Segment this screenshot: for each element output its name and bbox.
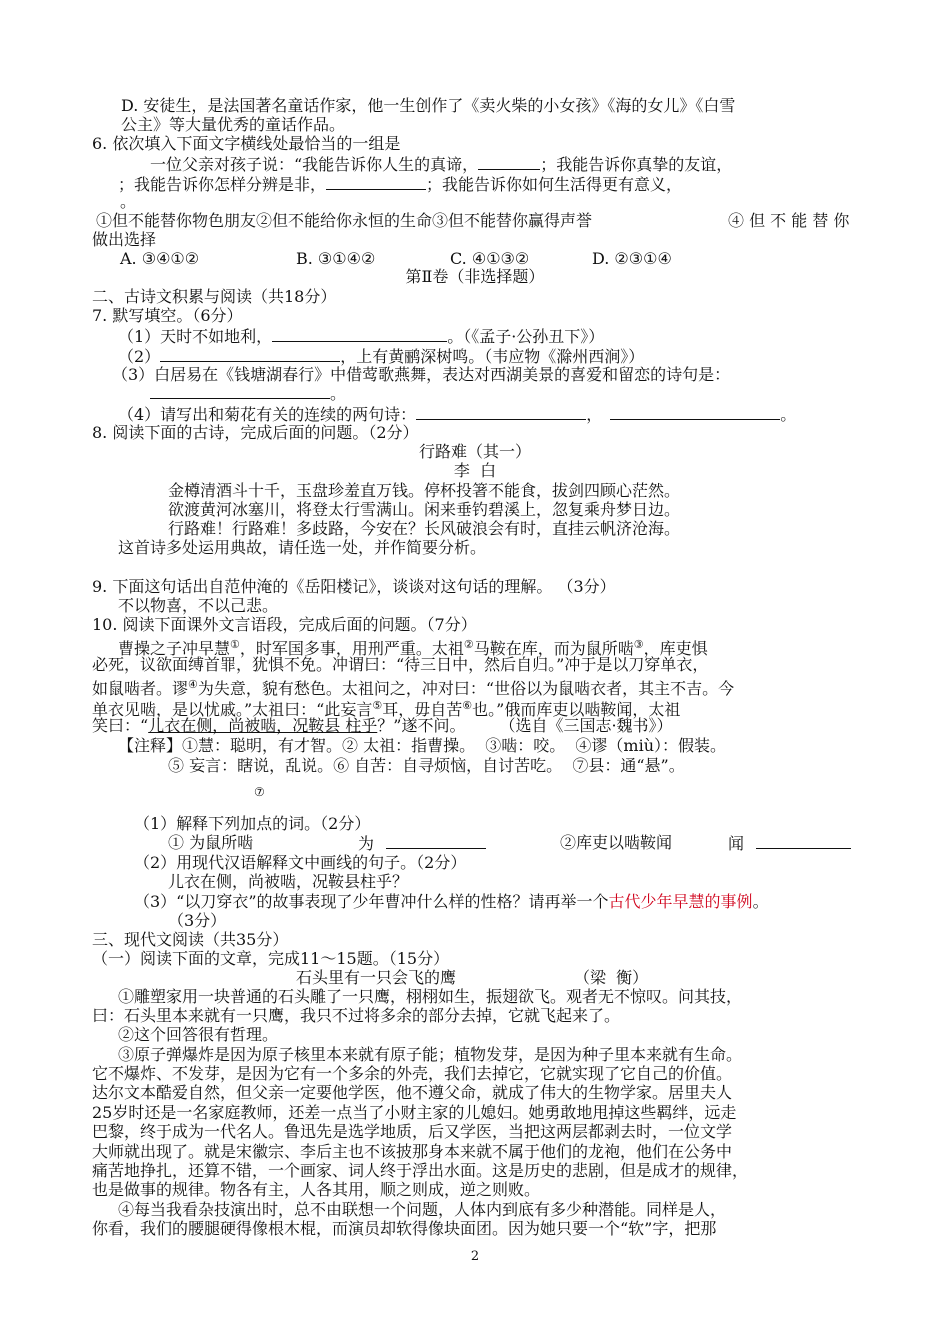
q7-item3-answer: 。 bbox=[150, 384, 346, 404]
article-para3-cont: 它不爆炸、不发芽，是因为它有一个多余的外壳，我们去掉它，它就实现了它自己的价值。 bbox=[92, 1064, 733, 1083]
poem-title: 行路难（其一） bbox=[418, 442, 531, 461]
q10-sub1-word2: 闻 bbox=[728, 834, 851, 854]
article-para4: ④每当我看杂技演出时，总不由联想一个问题，人体内到底有多少种潜能。同样是人， bbox=[118, 1200, 727, 1219]
page-number: 2 bbox=[470, 1249, 480, 1264]
section-title: 第Ⅱ卷（非选择题） bbox=[405, 267, 545, 286]
article-para1-cont: 曰：石头里本来就有一只鹰，我只不过将多余的部分去掉，它就飞起来了。 bbox=[92, 1006, 621, 1025]
q6-option-a: A. ③④①② bbox=[120, 249, 200, 268]
classical-text-line3: 如鼠啮者。谬④为失意，貌有愁色。太祖问之，冲对曰：“世俗以为鼠啮衣者，其主不吉。今 bbox=[92, 678, 735, 698]
q6-option-d: D. ②③①④ bbox=[592, 249, 672, 268]
q6-stem-line2: ；我能告诉你怎样分辨是非， ；我能告诉你如何生活得更有意义， bbox=[118, 175, 683, 194]
article-para3-cont: 痛苦地挣扎，还算不错，一个画家、词人终于浮出水面。这是历史的悲剧，但是成才的规律， bbox=[92, 1161, 749, 1180]
blank[interactable] bbox=[160, 347, 340, 362]
q6-title: 6. 依次填入下面文字横线处最恰当的一组是 bbox=[92, 134, 401, 153]
blank[interactable] bbox=[326, 175, 426, 190]
q7-item3: （3）白居易在《钱塘湖春行》中借莺歌燕舞，表达对西湖美景的喜爱和留恋的诗句是： bbox=[112, 365, 731, 384]
q10-sub1: （1）解释下列加点的词。（2分） bbox=[134, 814, 371, 833]
q6-stem-line3: 。 bbox=[120, 192, 137, 211]
highlighted-phrase: 古代少年早慧的事例 bbox=[608, 892, 753, 911]
q7-item1: （1）天时不如地利， 。（《孟子·公孙丑下》） bbox=[118, 327, 605, 346]
blank[interactable] bbox=[386, 834, 486, 849]
article-para1: ①雕塑家用一块普通的石头雕了一只鹰，栩栩如生，振翅欲飞。观者无不惊叹。问其技， bbox=[118, 987, 743, 1006]
poem-line: 金樽清酒斗十千，玉盘珍羞直万钱。停杯投箸不能食，拔剑四顾心茫然。 bbox=[168, 481, 681, 500]
poem-author: 李 白 bbox=[453, 461, 497, 480]
article-para4-cont: 你看，我们的腰腿硬得像根木棍，而演员却软得像块面团。因为她只要一个“软”字，把那 bbox=[92, 1219, 717, 1238]
article-para3-cont: 25岁时还是一名家庭教师，还差一点当了小财主家的儿媳妇。她勇敢地甩掉这些羁绊，远走 bbox=[92, 1103, 737, 1122]
q10-sub1-word1: 为 bbox=[358, 834, 486, 854]
q10-sub2: （2）用现代汉语解释文中画线的句子。（2分） bbox=[134, 853, 467, 872]
q7-item4: （4）请写出和菊花有关的连续的两句诗： ， 。 bbox=[118, 405, 797, 424]
q10-title: 10. 阅读下面课外文言语段，完成后面的问题。（7分） bbox=[92, 615, 477, 634]
poem-line: 行路难！行路难！多歧路，今安在？长风破浪会有时，直挂云帆济沧海。 bbox=[168, 519, 681, 538]
q9-quote: 不以物喜，不以己悲。 bbox=[118, 596, 279, 615]
q7-item2: （2） ，上有黄鹂深树鸣。（韦应物《滁州西涧》） bbox=[118, 347, 645, 366]
classical-text-line5: 笑曰：“儿衣在侧，尚被啮，况鞍县 柱乎？”遂不问。 （选自《三国志·魏书》） bbox=[92, 716, 673, 735]
q6-option-b: B. ③①④② bbox=[296, 249, 376, 268]
article-para2: ②这个回答很有哲理。 bbox=[118, 1025, 279, 1044]
blank[interactable] bbox=[478, 155, 540, 170]
q6-candidates-line2: 做出选择 bbox=[92, 230, 157, 249]
classical-text-line2: 必死，议欲面缚首罪，犹惧不免。冲谓曰：“待三日中，然后自归。”冲于是以刀穿单衣， bbox=[92, 655, 709, 674]
q10-sub3: （3）“以刀穿衣”的故事表现了少年曹冲什么样的性格？请再举一个古代少年早慧的事例。 bbox=[134, 892, 769, 911]
q10-sub3-score: （3分） bbox=[168, 911, 227, 930]
article-para3-cont: 大师就出现了。就是宋徽宗、李后主也不该披那身本来就不属于他们的龙袍，他们在公务中 bbox=[92, 1142, 733, 1161]
poem-line: 欲渡黄河冰塞川，将登太行雪满山。闲来垂钓碧溪上，忽复乘舟梦日边。 bbox=[168, 500, 681, 519]
blank[interactable] bbox=[756, 834, 851, 849]
q6-stem-line1: 一位父亲对孩子说：“我能告诉你人生的真谛， ；我能告诉你真挚的友谊， bbox=[150, 155, 733, 174]
notes-line2: ⑤ 妄言：瞎说，乱说。⑥ 自苦：自寻烦恼，自讨苦吃。 ⑦县：通“悬”。 bbox=[168, 756, 685, 775]
q10-sub1-item1: ① 为鼠所啮 bbox=[168, 833, 254, 852]
q8-title: 8. 阅读下面的古诗，完成后面的问题。（2分） bbox=[92, 423, 419, 442]
q6-candidates-tail: ④ 但 不 能 替 你 bbox=[728, 211, 850, 230]
article-para3: ③原子弹爆炸是因为原子核里本来就有原子能；植物发芽，是因为种子里本来就有生命。 bbox=[118, 1045, 743, 1064]
classical-text-line1: 曹操之子冲早慧①，时军国多事，用刑严重。太祖②马鞍在库，而为鼠所啮③，库吏惧 bbox=[118, 638, 708, 658]
part3-subheading: （一）阅读下面的文章，完成11～15题。（15分） bbox=[92, 949, 450, 968]
q8-task: 这首诗多处运用典故，请任选一处，并作简要分析。 bbox=[118, 538, 487, 557]
part3-heading: 三、现代文阅读（共35分） bbox=[92, 930, 289, 949]
q7-title: 7. 默写填空。（6分） bbox=[92, 306, 243, 325]
q6-option-c: C. ④①③② bbox=[450, 249, 530, 268]
notes-line1: 【注释】①慧：聪明，有才智。② 太祖：指曹操。 ③啮：咬。 ④谬（miù）：假装。 bbox=[118, 736, 727, 755]
q6-candidates: ①但不能替你物色朋友②但不能给你永恒的生命③但不能替你赢得声誉 bbox=[96, 211, 593, 230]
q5-option-d-line1: D. 安徒生，是法国著名童话作家，他一生创作了《卖火柴的小女孩》《海的女儿》《白雪 bbox=[121, 96, 736, 115]
blank[interactable] bbox=[150, 384, 330, 399]
blank[interactable] bbox=[610, 405, 780, 420]
part2-heading: 二、古诗文积累与阅读（共18分） bbox=[92, 287, 337, 306]
q10-sub2-sentence: 儿衣在侧，尚被啮，况鞍县柱乎？ bbox=[168, 872, 409, 891]
article-para3-cont: 达尔文本酷爱自然，但父亲一定要他学医，他不遵父命，就成了伟大的生物学家。居里夫人 bbox=[92, 1083, 733, 1102]
article-para3-cont: 巴黎，终于成为一代名人。鲁迅先是选学地质，后又学医，当把这两层都剥去时，一位文学 bbox=[92, 1122, 733, 1141]
underlined-sentence: 儿衣在侧，尚被啮，况鞍县 柱乎 bbox=[148, 716, 378, 735]
q5-option-d-line2: 公主》等大量优秀的童话作品。 bbox=[121, 115, 346, 134]
q9-title: 9. 下面这句话出自范仲淹的《岳阳楼记》，谈谈对这句话的理解。 （3分） bbox=[92, 577, 616, 596]
article-title: 石头里有一只会飞的鹰 bbox=[296, 968, 457, 987]
q10-sub1-item2: ②库吏以啮鞍闻 bbox=[560, 833, 673, 852]
article-author: （梁 衡） bbox=[574, 968, 649, 987]
article-para3-cont: 也是做事的规律。物各有主，人各其用，顺之则成，逆之则败。 bbox=[92, 1180, 541, 1199]
note-marker: ⑦ bbox=[254, 785, 265, 799]
blank[interactable] bbox=[416, 405, 586, 420]
blank[interactable] bbox=[272, 327, 447, 342]
classical-text-line4: 单衣见啮，是以忧戚。”太祖曰：“此妄言⑤耳，毋自苦⑥也。”俄而库吏以啮鞍闻，太祖 bbox=[92, 699, 681, 719]
